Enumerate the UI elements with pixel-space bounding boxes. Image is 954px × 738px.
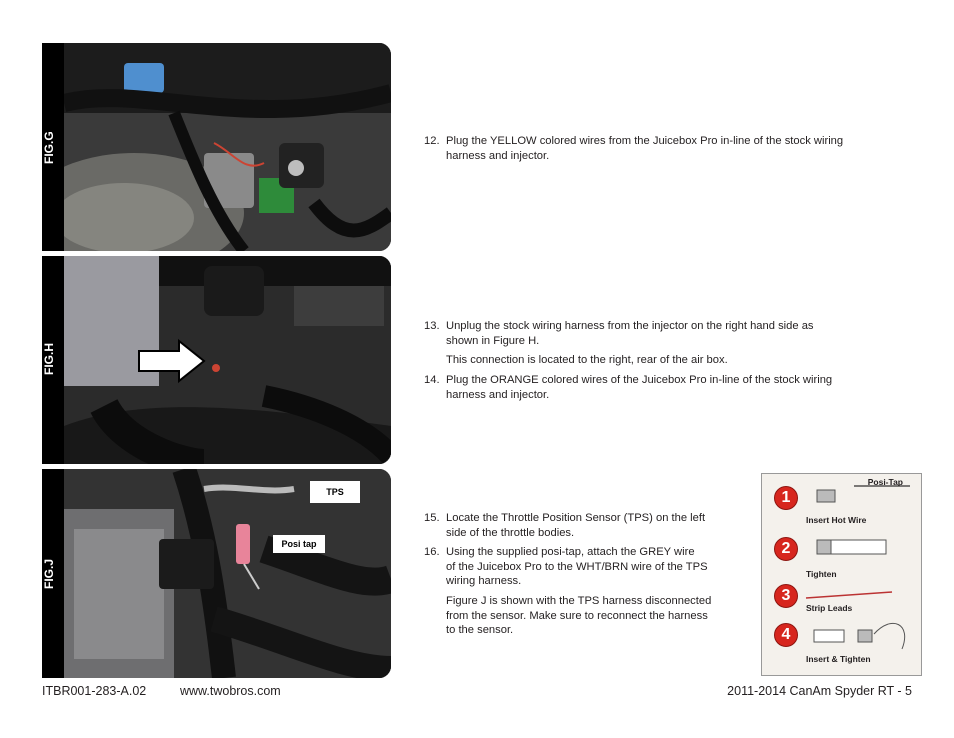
step-number: 16. bbox=[424, 546, 440, 558]
step-text bbox=[446, 134, 843, 163]
note-line: Figure J is shown with the TPS harness disconnected bbox=[446, 595, 712, 607]
step-16-note bbox=[446, 594, 756, 638]
posi-step-badge: 4 bbox=[774, 623, 798, 647]
note-line: to the sensor. bbox=[446, 624, 514, 636]
step-text bbox=[446, 511, 705, 540]
posi-tap-title: Posi-Tap bbox=[867, 477, 903, 487]
figure-g bbox=[42, 43, 391, 251]
posi-step-badge: 1 bbox=[774, 486, 798, 510]
step-text-line: shown in Figure H. bbox=[446, 334, 540, 347]
posi-step-caption: Tighten bbox=[806, 569, 837, 579]
step-text-line: side of the throttle bodies. bbox=[446, 526, 575, 539]
step-text-line: harness and injector. bbox=[446, 149, 550, 162]
figure-label-bar bbox=[42, 469, 64, 678]
step-text-line: Plug the ORANGE colored wires of the Juicebox Pro in-line of the stock wiring bbox=[446, 374, 833, 386]
step-text-line: Locate the Throttle Position Sensor (TPS) on the left bbox=[446, 512, 706, 524]
step-text-line: harness and injector. bbox=[446, 388, 550, 401]
figure-j bbox=[42, 469, 391, 678]
step-text-line: wiring harness. bbox=[446, 575, 522, 587]
website-link[interactable]: www.twobros.com bbox=[180, 684, 281, 698]
posi-step-caption: Insert & Tighten bbox=[806, 654, 871, 664]
posi-tap-diagram bbox=[761, 473, 922, 676]
engine-photo-g bbox=[64, 43, 391, 251]
callout-tps: TPS bbox=[310, 481, 360, 503]
posi-step-badge: 2 bbox=[774, 537, 798, 561]
page-label: 2011-2014 CanAm Spyder RT - 5 bbox=[727, 684, 912, 698]
posi-step-caption: Strip Leads bbox=[806, 603, 853, 613]
posi-step-badge: 3 bbox=[774, 584, 798, 608]
callout-posi-tap: Posi tap bbox=[273, 535, 325, 553]
step-number: 15. bbox=[424, 512, 440, 524]
figure-label-bar bbox=[42, 256, 64, 464]
note-line: from the sensor. Make sure to reconnect the harness bbox=[446, 609, 708, 622]
step-number: 12. bbox=[424, 135, 440, 147]
engine-photo-h bbox=[64, 256, 391, 464]
doc-id: ITBR001-283-A.02 bbox=[42, 684, 147, 698]
step-text-line: of the Juicebox Pro to the WHT/BRN wire of the TPS bbox=[446, 560, 708, 573]
posi-step-caption: Insert Hot Wire bbox=[806, 515, 867, 525]
step-13-note: This connection is located to the right, rear of the air box. bbox=[446, 354, 728, 366]
step-text-line: Using the supplied posi-tap, attach the GREY wire bbox=[446, 546, 695, 558]
figure-label-bar bbox=[42, 43, 64, 251]
step-text-line: Unplug the stock wiring harness from the injector on the right hand side as bbox=[446, 320, 814, 332]
step-text-line: Plug the YELLOW colored wires from the Juicebox Pro in-line of the stock wiring bbox=[446, 135, 844, 147]
step-number: 14. bbox=[424, 374, 440, 386]
step-text bbox=[446, 545, 708, 589]
step-text bbox=[446, 319, 814, 348]
figure-h bbox=[42, 256, 391, 464]
figure-label: FIG.J bbox=[42, 559, 56, 590]
step-text bbox=[446, 373, 832, 402]
figure-label: FIG.H bbox=[42, 343, 56, 375]
step-number: 13. bbox=[424, 320, 440, 332]
figure-label: FIG.G bbox=[42, 131, 56, 165]
